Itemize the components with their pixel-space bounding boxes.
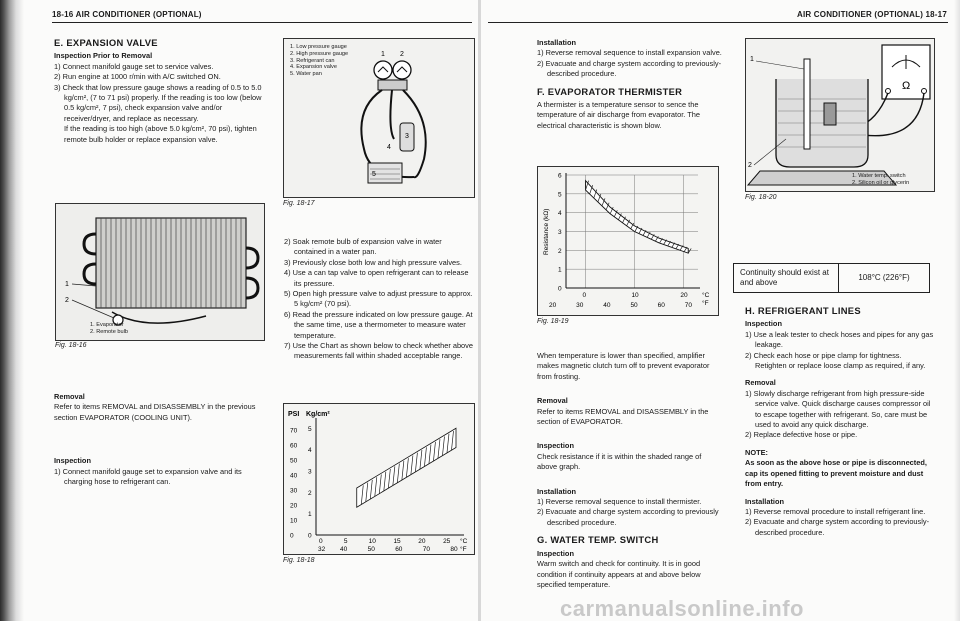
inspection-title: Inspection [54,456,91,466]
fig-18-20-caption: Fig. 18-20 [745,194,777,201]
installation2-step-2: 2) Evacuate and charge system according to previously described procedure. [537,507,719,527]
chart1-xc-tick-0: 0 [319,538,323,545]
section-h-title: H. REFRIGERANT LINES [745,305,861,316]
fig-18-16-frame [55,203,265,341]
chart1-xc-tick-2: 10 [368,538,376,545]
fig20-callout-2: 2 [748,162,752,169]
section-h-removal-2: 2) Replace defective hose or pipe. [745,430,858,440]
chart2-y-tick-0: 6 [558,172,562,180]
left-page-header: 18-16 AIR CONDITIONER (OPTIONAL) [52,10,202,19]
chart1-psi-label: PSI [288,411,300,418]
chart1-xc-tick-1: 5 [343,538,348,545]
chart1-psi-tick-2: 50 [290,457,298,465]
section-g-inspection-title: Inspection [537,548,574,558]
chart1-kg-label: Kg/cm² [306,411,330,418]
chart1-kg-tick-3: 2 [308,489,312,497]
installation-step-2: 2) Evacuate and charge system according to previously-described procedure. [537,58,722,79]
section-h-installation-2: 2) Evacuate and charge system according to previously-described procedure. [745,517,930,537]
continuity-spec-table [733,263,930,293]
right-column-1-lower [537,351,722,590]
chart2-y-tick-5: 1 [558,266,562,274]
chart1-kg-tick-1: 4 [308,447,312,455]
fig17-legend-3: 3. Refrigerant can [290,57,335,64]
chart2-y-tick-2: 4 [558,210,562,218]
ohm-symbol: Ω [902,80,911,92]
fig17-callout-5: 5 [372,171,376,178]
fig17-legend-5: 5. Water pan [290,71,322,78]
note-title: NOTE: [745,447,768,457]
right-column-2 [745,306,935,538]
chart2-xf-tick-5: 70 [684,302,692,309]
section-h-removal-1: 1) Slowly discharge refrigerant from high pressure-side service valve. Quick discharge causes compressor oil to escape together with refrigerant. So, care must be used to avoid any quick discharge. [745,388,931,430]
chart2-xc-tick-1: 10 [631,292,639,299]
chart2-xc-unit: °C [702,292,710,299]
fig-18-19-caption: Fig. 18-19 [537,318,569,325]
fig16-legend [90,322,128,336]
fig20-callout-1: 1 [750,56,754,63]
chart2-xf-tick-0: 20 [548,302,557,309]
chart1-kg-tick-2: 3 [308,468,312,476]
chart2-xc-tick-0: 0 [582,292,587,299]
fig-18-19-frame [537,166,719,316]
fig16-legend-2: 2. Remote bulb [90,328,128,335]
chart1-psi-tick-1: 60 [290,442,298,450]
fig-18-16-caption: Fig. 18-16 [55,342,87,349]
spec-label: Continuity should exist at and above [734,264,839,293]
fig-18-20-frame [745,38,935,192]
section-g-text: Warm switch and check for continuity. It is in good condition if continuity appears at and above below specified temperature. [537,559,701,589]
chart1-psi-tick-6: 10 [290,517,298,525]
left-column-1-lower [54,392,266,487]
chart2-xc-tick-2: 20 [680,292,688,299]
spec-value: 108°C (226°F) [839,264,930,293]
chart1-psi-tick-4: 30 [290,487,298,495]
chart2-xf-tick-4: 60 [657,302,665,309]
chart2-y-tick-1: 5 [558,191,562,199]
section-g-title: G. WATER TEMP. SWITCH [537,534,659,546]
watermark: carmanualsonline.info [560,596,804,621]
removal-title: Removal [54,392,85,401]
section-f-text: A thermister is a temperature sensor to sence the temperature of air discharge from evaporator. The electrical characteristic is shown blow. [537,100,700,130]
water-temp-switch-illustration [746,39,934,191]
right-column-1 [537,38,722,131]
fig17-callout-2: 2 [400,51,404,58]
chart1-xc-unit: °C [460,538,468,545]
fig-18-17-caption: Fig. 18-17 [283,200,315,207]
section-h-step-1: 1) Use a leak tester to check hoses and pipes for any gas leakage. [745,329,934,350]
thermister-chart [538,167,718,315]
section-h-step-2: 2) Check each hose or pipe clamp for tightness. Retighten or replace loose clamp as required, if any. [745,350,926,371]
right-header-rule [488,22,948,23]
fig17-callout-3: 3 [405,133,409,140]
chart1-xf-tick-5: 80 [450,546,458,553]
section-f-title: F. EVAPORATOR THERMISTER [537,85,683,97]
removal-title-right: Removal [537,396,568,406]
evaporator-illustration [56,204,264,340]
fig17-legend-2: 2. High pressure gauge [290,50,349,57]
chart1-xf-tick-1: 40 [340,546,348,553]
chart2-y-tick-6: 0 [558,285,562,293]
inspection-text-right: Check resistance if it is within the shaded range of above graph. [537,451,702,472]
temp-switch [824,103,836,125]
chart1-xc-tick-3: 15 [393,538,401,545]
chart1-kg-tick-4: 1 [308,511,312,519]
section-h-inspection-title: Inspection [745,319,782,329]
fig16-callout-2: 2 [65,297,69,304]
section-h-installation-1: 1) Reverse removal procedure to install refrigerant line. [745,506,926,516]
thermometer [804,59,810,149]
removal-text: Refer to items REMOVAL and DISASSEMBLY in the previous section EVAPORATOR (COOLING UNIT). [54,402,256,422]
installation-step-1: 1) Reverse removal sequence to install expansion valve. [537,48,722,58]
chart2-xf-unit: °F [702,300,709,307]
left-column-2 [284,237,474,362]
fig-18-18-frame [283,403,475,555]
pressure-chart [284,404,474,554]
fig16-callout-1: 1 [65,281,69,288]
chart2-y-tick-4: 2 [558,247,562,255]
step-a-3-cont: If the reading is too high (above 5.0 kg/cm², 70 psi), tighten remote bulb holder or replace expansion valve. [64,124,257,144]
chart1-kg-tick-0: 5 [308,425,312,433]
chart1-psi-tick-5: 20 [290,502,298,510]
fig16-legend-1: 1. Evaporator [90,322,124,328]
chart2-xf-tick-1: 30 [576,302,584,309]
inspection-text: 1) Connect manifold gauge set to expansion valve and its charging hose to refrigerant can. [54,466,242,487]
chart1-xf-unit: °F [460,546,467,553]
chart1-psi-tick-3: 40 [290,472,298,480]
step-a-2: 2) Run engine at 1000 r/min with A/C switched ON. [54,72,221,82]
note-text: As soon as the above hose or pipe is disconnected, cap its opened fitting to prevent moisture and dust from entry. [745,458,927,489]
step-a-3: 3) Check that low pressure gauge shows a reading of 0.5 to 5.0 kg/cm², (7 to 71 psi) properly. If the reading is too low (below 0.5 kg/cm², 7 psi), check expansion valve and/or receiver/dryer, and replace as necessary. [54,82,262,123]
installation-title: Installation [537,38,577,47]
section-h-removal-title: Removal [745,378,776,388]
fig17-callout-1: 1 [381,51,385,58]
left-column-1 [54,38,264,145]
fig17-callout-4: 4 [387,144,391,151]
fig20-legend-1: 1. Water temp. switch [852,173,906,179]
section-h-installation-title: Installation [745,496,785,506]
inspection-prior-title: Inspection Prior to Removal [54,51,153,61]
chart1-xf-tick-0: 32 [318,546,326,553]
step-b-5: 5) Open high pressure valve to adjust pressure to approx. 5 kg/cm² (70 psi). [284,289,473,309]
step-b-7: 7) Use the Chart as shown below to check whether above measurements fall within shaded acceptable range. [284,341,473,361]
chart2-ylabel: Resistance (kΩ) [543,208,550,255]
section-e-title: E. EXPANSION VALVE [54,37,158,48]
chart1-xc-tick-5: 25 [443,538,451,545]
chart1-kg-tick-5: 0 [308,532,312,540]
installation2-step-1: 1) Reverse removal sequence to install thermister. [537,497,702,507]
step-a-1: 1) Connect manifold gauge set to service valves. [54,61,214,71]
scan-edge-shadow [0,0,24,621]
chart1-xf-tick-2: 50 [367,546,375,553]
fig20-legend-2: 2. Silicon oil or glycerin [852,179,910,186]
chart1-xf-tick-3: 60 [395,546,403,553]
left-header-rule [52,22,472,23]
fig-18-18-caption: Fig. 18-18 [283,557,315,564]
inspection-title-right: Inspection [537,441,574,451]
chart1-psi-tick-7: 0 [290,532,294,540]
right-page-header: AIR CONDITIONER (OPTIONAL) 18-17 [797,10,947,19]
installation2-title: Installation [537,486,577,496]
step-b-3: 3) Previously close both low and high pressure valves. [284,257,462,267]
fig-18-17-frame [283,38,475,198]
chart1-xf-tick-4: 70 [422,546,431,553]
fig17-legend [290,44,348,78]
chart1-psi-tick-0: 70 [290,427,298,435]
chart2-xf-tick-3: 50 [630,302,638,309]
scan-edge-right [954,0,960,621]
step-b-4: 4) Use a can tap valve to open refrigerant can to release its pressure. [284,268,469,288]
fig17-legend-1: 1. Low pressure gauge [290,44,347,50]
step-b-6: 6) Read the pressure indicated on low pressure gauge. At the same time, use a thermometer to measure water temperature. [284,309,473,340]
removal-text-right: Refer to items REMOVAL and DISASSEMBLY in the section of EVAPORATOR. [537,406,709,427]
chart2-y-tick-3: 3 [558,229,562,236]
fig20-legend [852,173,909,187]
chart1-xc-tick-4: 20 [418,538,426,545]
fig17-legend-4: 4. Expansion valve [290,64,337,71]
step-b-2: 2) Soak remote bulb of expansion valve in water contained in a water pan. [284,237,442,257]
chart2-xf-tick-2: 40 [603,302,611,309]
when-text: When temperature is lower than specified, amplifier makes magnetic clutch turn off to prevent evaporator from frosting. [537,351,710,381]
